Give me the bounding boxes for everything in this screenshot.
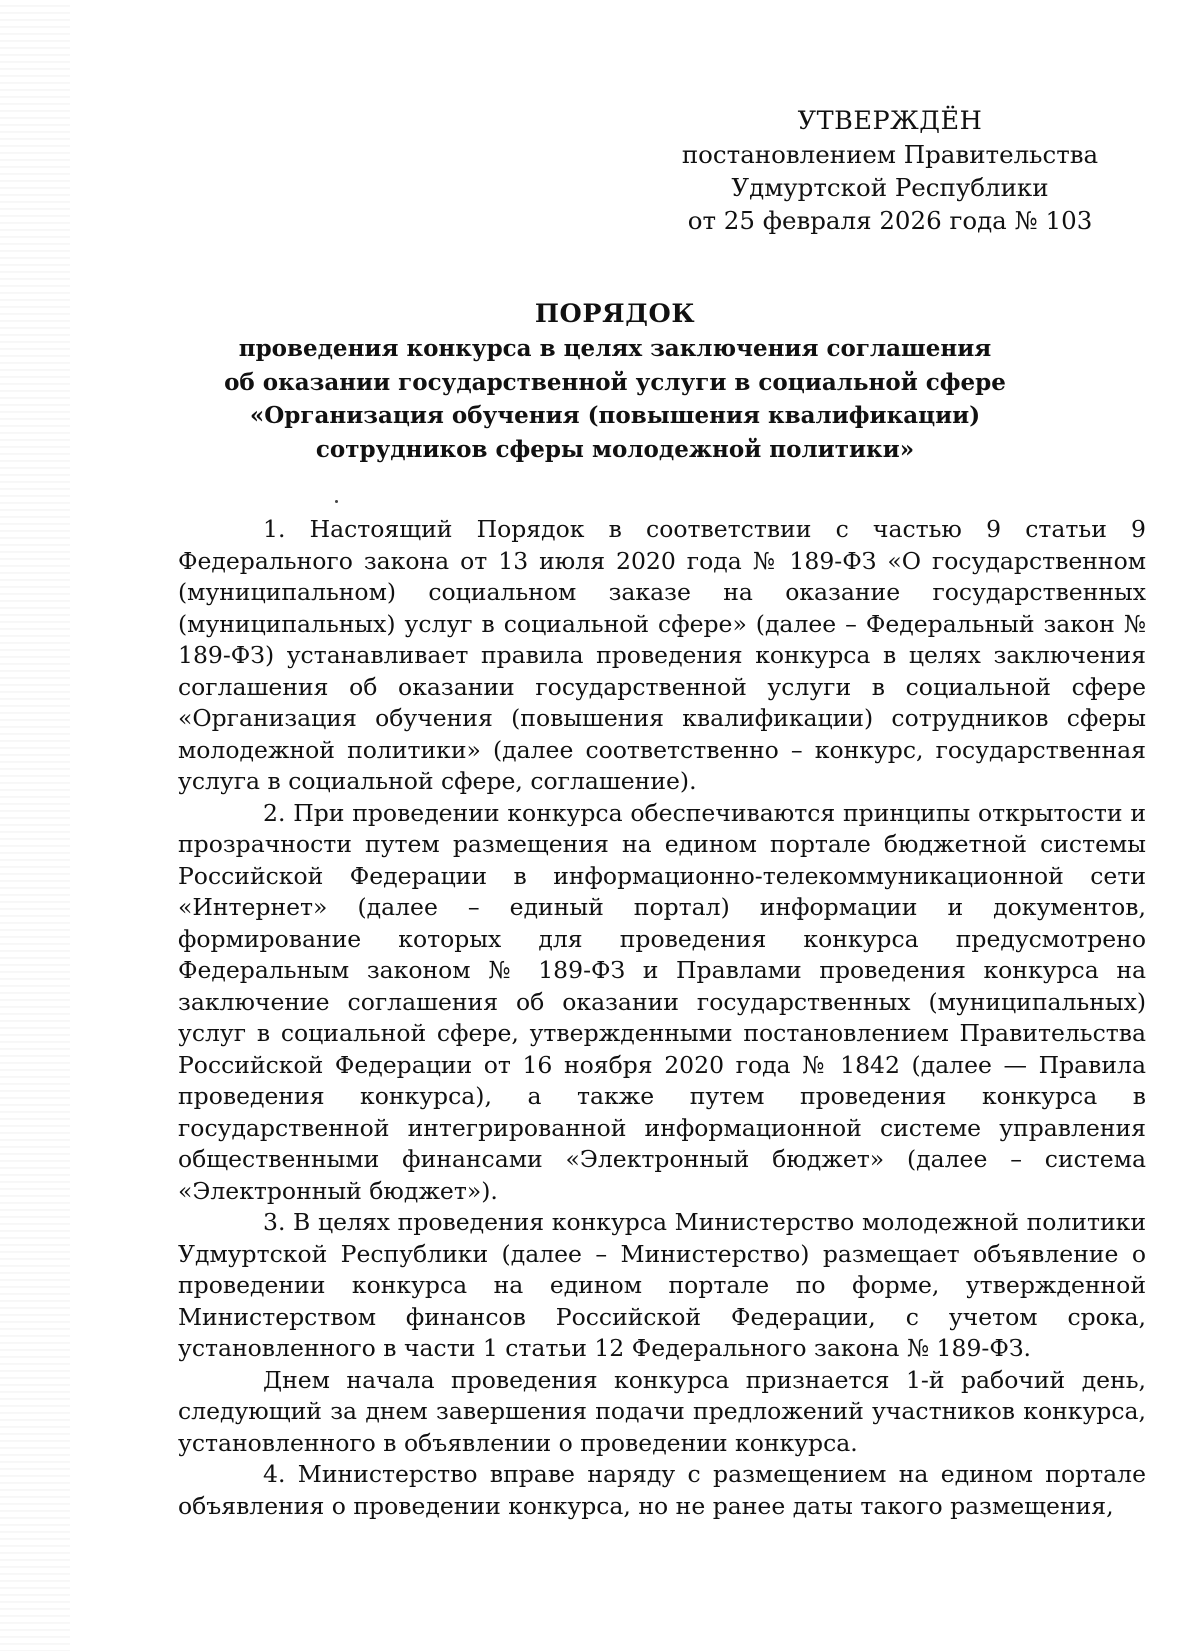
approval-stamp-block	[680, 105, 1100, 237]
document-subtitle-line-1: проведения конкурса в целях заключения соглашения	[238, 335, 992, 362]
document-subtitle-line-4: сотрудников сферы молодежной политики»	[315, 435, 915, 463]
paragraph-3: 3. В целях проведения конкурса Министерство молодежной политики Удмуртской Республики (далее – Министерство) размещает объявление о проведении конкурса на едином портале по форме, утвержденной Министерством финансов Российской Федерации, с учетом срока, установленного в части 1 статьи 12 Федерального закона № 189-ФЗ.	[178, 1208, 1146, 1362]
approval-word: УТВЕРЖДЁН	[797, 106, 983, 136]
document-body	[178, 514, 1146, 1522]
paragraph-1: 1. Настоящий Порядок в соответствии с частью 9 статьи 9 Федерального закона от 13 июля 2020 года № 189-ФЗ «О государственном (муниципальном) социальном заказе на оказание государственных (муниципальных) услуг в социальной сфере» (далее – Федеральный закон № 189-ФЗ) устанавливает правила проведения конкурса в целях заключения соглашения об оказании государственной услуги в социальной сфере «Организация обучения (повышения квалификации) сотрудников сферы молодежной политики» (далее соответственно – конкурс, государственная услуга в социальной сфере, соглашение).	[178, 515, 1146, 795]
document-subtitle-line-2: об оказании государственной услуги в социальной сфере	[224, 368, 1006, 396]
paragraph-5: 4. Министерство вправе наряду с размещением на едином портале объявления о проведении конкурса, но не ранее даты такого размещения,	[178, 1460, 1146, 1520]
document-title-block	[175, 296, 1055, 466]
scan-speck	[335, 500, 338, 503]
paragraph-2: 2. При проведении конкурса обеспечиваются принципы открытости и прозрачности путем размещения на едином портале бюджетной системы Российской Федерации в информационно-телекоммуникационной сети «Интернет» (далее – единый портал) информации и документов, формирование которых для проведения конкурса предусмотрено Федеральным законом № 189-ФЗ и Правлами проведения конкурса на заключение соглашения об оказании государственных (муниципальных) услуг в социальной сфере, утвержденными постановлением Правительства Российской Федерации от 16 ноября 2020 года № 1842 (далее — Правила проведения конкурса), а также путем проведения конкурса в государственной интегрированной информационной системе управления общественными финансами «Электронный бюджет» (далее – система «Электронный бюджет»).	[178, 798, 1146, 1205]
scan-edge-artifact	[0, 0, 70, 1651]
document-title: ПОРЯДОК	[534, 299, 696, 329]
paragraph-4: Днем начала проведения конкурса признается 1-й рабочий день, следующий за днем завершения подачи предложений участников конкурса, установленного в объявлении о проведении конкурса.	[178, 1365, 1146, 1457]
approval-line-3: от 25 февраля 2026 года № 103	[687, 206, 1093, 235]
approval-line-2: Удмуртской Республики	[731, 173, 1049, 202]
document-subtitle-line-3: «Организация обучения (повышения квалификации)	[249, 402, 981, 429]
approval-line-1: постановлением Правительства	[681, 140, 1099, 169]
